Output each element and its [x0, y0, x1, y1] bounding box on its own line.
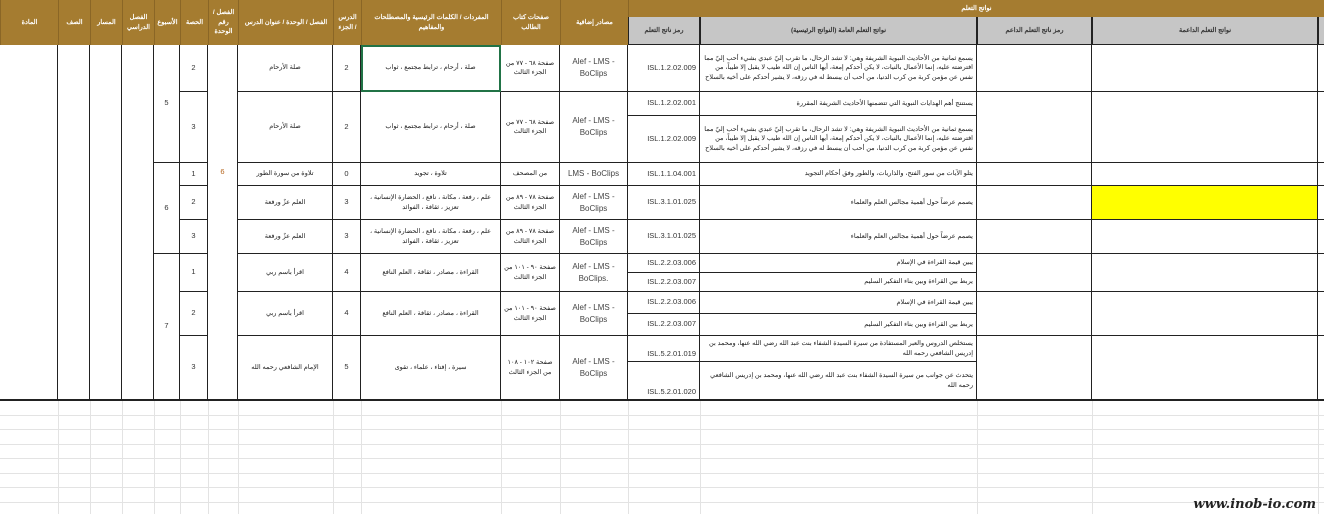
- support-outcome-cell[interactable]: [1092, 45, 1318, 92]
- student-pages-cell[interactable]: صفحة ٩٠ - ١٠١ من الجزء الثالث: [501, 254, 560, 292]
- resources-cell[interactable]: Alef - LMS - BoClips: [560, 292, 628, 336]
- empty-column-cell[interactable]: [90, 45, 122, 400]
- support-outcome-cell[interactable]: [1092, 186, 1318, 220]
- gridline: [90, 400, 91, 514]
- outcome-code-cell[interactable]: ISL.2.2.03.006: [628, 292, 700, 314]
- resources-cell[interactable]: Alef - LMS - BoClips: [560, 92, 628, 163]
- lesson-title-cell[interactable]: العلم عزٌ ورفعة: [238, 186, 333, 220]
- part-cell[interactable]: 3: [333, 186, 361, 220]
- header-outcomes-group: نواتج التعلم: [628, 0, 1324, 17]
- table-bottom-border: [0, 400, 1324, 401]
- session-cell[interactable]: 2: [180, 292, 208, 336]
- session-cell[interactable]: 3: [180, 92, 208, 163]
- outcome-code-cell[interactable]: ISL.5.2.01.020: [628, 362, 700, 400]
- header-subject: المادة: [0, 0, 58, 45]
- header-outcome-main: نواتج التعلم العامة (النواتج الرئيسية): [700, 17, 977, 45]
- outcome-text-cell[interactable]: يصمم عرضاً حول أهمية مجالس العلم والعلماء: [700, 186, 977, 220]
- outcome-text-cell[interactable]: يربط بين القراءة وبين بناء التفكير السليم: [700, 273, 977, 292]
- gridline: [700, 400, 701, 514]
- support-outcome-cell[interactable]: [1092, 254, 1318, 292]
- header-resources: مصادر إضافية: [560, 0, 628, 45]
- gridline: [0, 473, 1324, 474]
- gridline: [58, 400, 59, 514]
- gridline: [0, 444, 1324, 445]
- header-outcome-code: رمز ناتج التعلم: [628, 17, 700, 45]
- support-code-cell[interactable]: [977, 254, 1092, 292]
- gridline: [501, 400, 502, 514]
- gridline: [977, 400, 978, 514]
- support-outcome-cell[interactable]: [1092, 163, 1318, 186]
- support-outcome-cell[interactable]: [1092, 336, 1318, 400]
- gridline: [560, 400, 561, 514]
- vocab-cell[interactable]: سيرة ، إفتاء ، علماء ، تقوى: [361, 336, 501, 400]
- header-vocab: المفردات / الكلمات الرئيسية والمصطلحات والمفاهيم: [361, 0, 501, 45]
- extra-cell[interactable]: [1318, 292, 1324, 336]
- support-outcome-cell[interactable]: [1092, 92, 1318, 163]
- gridline: [361, 400, 362, 514]
- empty-column-cell[interactable]: [0, 45, 58, 400]
- header-pages: صفحات كتاب الطالب: [501, 0, 560, 45]
- lesson-title-cell[interactable]: اقرأ باسم ربي: [238, 254, 333, 292]
- support-code-cell[interactable]: [977, 186, 1092, 220]
- part-cell[interactable]: 0: [333, 163, 361, 186]
- support-code-cell[interactable]: [977, 163, 1092, 186]
- header-semester: الفصل الدراسي: [122, 0, 154, 45]
- extra-cell[interactable]: [1318, 186, 1324, 220]
- gridline: [0, 487, 1324, 488]
- outcome-code-cell[interactable]: ISL.5.2.01.019: [628, 336, 700, 362]
- extra-cell[interactable]: [1318, 92, 1324, 163]
- session-cell[interactable]: 3: [180, 336, 208, 400]
- header-lesson-title: الفصل / الوحدة / عنوان الدرس: [238, 0, 333, 45]
- session-cell[interactable]: 2: [180, 45, 208, 92]
- support-code-cell[interactable]: [977, 292, 1092, 336]
- resources-cell[interactable]: Alef - LMS - BoClips.: [560, 254, 628, 292]
- header-support-outcome: نواتج التعلم الداعمة: [1092, 17, 1318, 45]
- header-part: الدرس / الجزء: [333, 0, 361, 45]
- header-grade: الصف: [58, 0, 90, 45]
- vocab-cell[interactable]: صلة ، أرحام ، ترابط مجتمع ، ثواب: [361, 92, 501, 163]
- support-code-cell[interactable]: [977, 220, 1092, 254]
- student-pages-cell[interactable]: صفحة ٦٨ - ٧٧ من الجزء الثالث: [501, 92, 560, 163]
- outcome-code-cell[interactable]: ISL.3.1.01.025: [628, 186, 700, 220]
- outcome-code-cell[interactable]: ISL.1.2.02.009: [628, 45, 700, 92]
- lesson-title-cell[interactable]: صلة الأرحام: [238, 92, 333, 163]
- resources-cell[interactable]: Alef - LMS - BoClips: [560, 220, 628, 254]
- header-week: الأسبوع: [154, 0, 180, 45]
- part-cell[interactable]: 4: [333, 292, 361, 336]
- lesson-title-cell[interactable]: تلاوة من سورة الطور: [238, 163, 333, 186]
- unit-number-cell[interactable]: 6: [208, 45, 238, 400]
- gridline: [208, 400, 209, 514]
- gridline: [122, 400, 123, 514]
- gridline: [628, 400, 629, 514]
- session-cell[interactable]: 3: [180, 220, 208, 254]
- vocab-cell[interactable]: علم ، رفعة ، مكانة ، نافع ، الحضارة الإنسانية ، تعزيز ، ثقافة ، الفوائد: [361, 220, 501, 254]
- outcome-code-cell[interactable]: ISL.2.2.03.007: [628, 273, 700, 292]
- lesson-title-cell[interactable]: العلم عزٌ ورفعة: [238, 220, 333, 254]
- student-pages-cell[interactable]: صفحة ٦٨ - ٧٧ من الجزء الثالث: [501, 45, 560, 92]
- outcome-text-cell[interactable]: يستخلص الدروس والعبر المستفادة من سيرة السيدة الشفاء بنت عبد الله رضي الله عنها، ومحمد بن إدريس الشافعي رحمه الله: [700, 336, 977, 362]
- session-cell[interactable]: 1: [180, 163, 208, 186]
- support-outcome-cell[interactable]: [1092, 220, 1318, 254]
- session-cell[interactable]: 1: [180, 254, 208, 292]
- vocab-cell[interactable]: القراءة ، مصادر ، ثقافة ، العلم النافع: [361, 292, 501, 336]
- outcome-text-cell[interactable]: يبين قيمة القراءة في الإسلام: [700, 292, 977, 314]
- gridline: [180, 400, 181, 514]
- outcome-code-cell[interactable]: ISL.3.1.01.025: [628, 220, 700, 254]
- outcome-text-cell[interactable]: يسمع ثمانية من الأحاديث النبوية الشريفة وهي: لا تشد الرحال، ما تقرب إليّ عبدي بشيء أحب إليّ مما افترضته عليه، إنما الأعمال بالنيات، لا يكن أحدكم إمعة، أيها الناس إن الله طيب لا يقبل إلا طيباً، من نفس عن مؤمن كربة من كرب الدنيا، من أحب أن يبسط له في رزقه، لا يشير أحدكم على أخيه بالسلاح: [700, 45, 977, 92]
- lesson-title-cell[interactable]: الإمام الشافعي رحمه الله: [238, 336, 333, 400]
- extra-cell[interactable]: [1318, 45, 1324, 92]
- extra-cell[interactable]: [1318, 220, 1324, 254]
- week-cell[interactable]: 5: [154, 45, 180, 163]
- outcome-text-cell[interactable]: يربط بين القراءة وبين بناء التفكير السليم: [700, 314, 977, 336]
- part-cell[interactable]: 5: [333, 336, 361, 400]
- gridline: [333, 400, 334, 514]
- gridline: [238, 400, 239, 514]
- resources-cell[interactable]: Alef - LMS - BoClips: [560, 45, 628, 92]
- student-pages-cell[interactable]: صفحة ٧٨ - ٨٩ من الجزء الثالث: [501, 186, 560, 220]
- part-cell[interactable]: 2: [333, 92, 361, 163]
- support-code-cell[interactable]: [977, 92, 1092, 163]
- gridline: [0, 502, 1324, 503]
- week-cell[interactable]: 7: [154, 254, 180, 400]
- header-extra: [1318, 17, 1324, 45]
- outcome-text-cell[interactable]: يصمم عرضاً حول أهمية مجالس العلم والعلماء: [700, 220, 977, 254]
- empty-column-cell[interactable]: [122, 45, 154, 400]
- student-pages-cell[interactable]: صفحة ٧٨ - ٨٩ من الجزء الثالث: [501, 220, 560, 254]
- outcome-code-cell[interactable]: ISL.1.2.02.009: [628, 116, 700, 163]
- gridline: [154, 400, 155, 514]
- vocab-cell[interactable]: علم ، رفعة ، مكانة ، نافع ، الحضارة الإنسانية ، تعزيز ، ثقافة ، الفوائد: [361, 186, 501, 220]
- outcome-text-cell[interactable]: يستنتج أهم الهدايات النبوية التي تتضمنها الأحاديث الشريفة المقررة: [700, 92, 977, 116]
- support-outcome-cell[interactable]: [1092, 292, 1318, 336]
- session-cell[interactable]: 2: [180, 186, 208, 220]
- support-code-cell[interactable]: [977, 45, 1092, 92]
- outcome-text-cell[interactable]: يتلو الآيات من سور الفتح، والذاريات، والطور وفق أحكام التجويد: [700, 163, 977, 186]
- outcome-code-cell[interactable]: ISL.2.2.03.006: [628, 254, 700, 273]
- part-cell[interactable]: 3: [333, 220, 361, 254]
- vocab-cell[interactable]: تلاوة ، تجويد: [361, 163, 501, 186]
- extra-cell[interactable]: [1318, 254, 1324, 292]
- part-cell[interactable]: 2: [333, 45, 361, 92]
- gridline: [0, 415, 1324, 416]
- student-pages-cell[interactable]: صفحة ١٠٢ - ١٠٨ من الجزء الثالث: [501, 336, 560, 400]
- outcome-code-cell[interactable]: ISL.1.2.02.001: [628, 92, 700, 116]
- resources-cell[interactable]: Alef - LMS - BoClips: [560, 336, 628, 400]
- empty-column-cell[interactable]: [58, 45, 90, 400]
- gridline: [0, 429, 1324, 430]
- header-track: المسار: [90, 0, 122, 45]
- lesson-title-cell[interactable]: اقرأ باسم ربي: [238, 292, 333, 336]
- resources-cell[interactable]: LMS - BoClips: [560, 163, 628, 186]
- support-code-cell[interactable]: [977, 336, 1092, 400]
- outcome-code-cell[interactable]: ISL.1.1.04.001: [628, 163, 700, 186]
- outcome-text-cell[interactable]: يبين قيمة القراءة في الإسلام: [700, 254, 977, 273]
- week-cell[interactable]: 6: [154, 163, 180, 254]
- header-session: الحصة: [180, 0, 208, 45]
- outcome-code-cell[interactable]: ISL.2.2.03.007: [628, 314, 700, 336]
- resources-cell[interactable]: Alef - LMS - BoClips: [560, 186, 628, 220]
- student-pages-cell[interactable]: من المصحف: [501, 163, 560, 186]
- header-unit-no: الفصل / رقم الوحدة: [208, 0, 238, 45]
- extra-cell[interactable]: [1318, 163, 1324, 186]
- gridline: [0, 458, 1324, 459]
- part-cell[interactable]: 4: [333, 254, 361, 292]
- vocab-cell[interactable]: القراءة ، مصادر ، ثقافة ، العلم النافع: [361, 254, 501, 292]
- vocab-cell[interactable]: صلة ، أرحام ، ترابط مجتمع ، ثواب: [361, 45, 501, 92]
- outcome-text-cell[interactable]: يسمع ثمانية من الأحاديث النبوية الشريفة وهي: لا تشد الرحال، ما تقرب إليّ عبدي بشيء أحب إليّ مما افترضته عليه، إنما الأعمال بالنيات، لا يكن أحدكم إمعة، أيها الناس إن الله طيب لا يقبل إلا طيباً، من نفس عن مؤمن كربة من كرب الدنيا، من أحب أن يبسط له في رزقه، لا يشير أحدكم على أخيه بالسلاح: [700, 116, 977, 163]
- student-pages-cell[interactable]: صفحة ٩٠ - ١٠١ من الجزء الثالث: [501, 292, 560, 336]
- gridline: [1318, 400, 1319, 514]
- gridline: [1092, 400, 1093, 514]
- outcome-text-cell[interactable]: يتحدث عن جوانب من سيرة السيدة الشفاء بنت عبد الله رضي الله عنها، ومحمد بن إدريس الشافعي رحمه الله: [700, 362, 977, 400]
- header-support-code: رمز ناتج التعلم الداعم: [977, 17, 1092, 45]
- extra-cell[interactable]: [1318, 336, 1324, 400]
- watermark: www.inob-io.com: [1193, 497, 1316, 512]
- lesson-title-cell[interactable]: صلة الأرحام: [238, 45, 333, 92]
